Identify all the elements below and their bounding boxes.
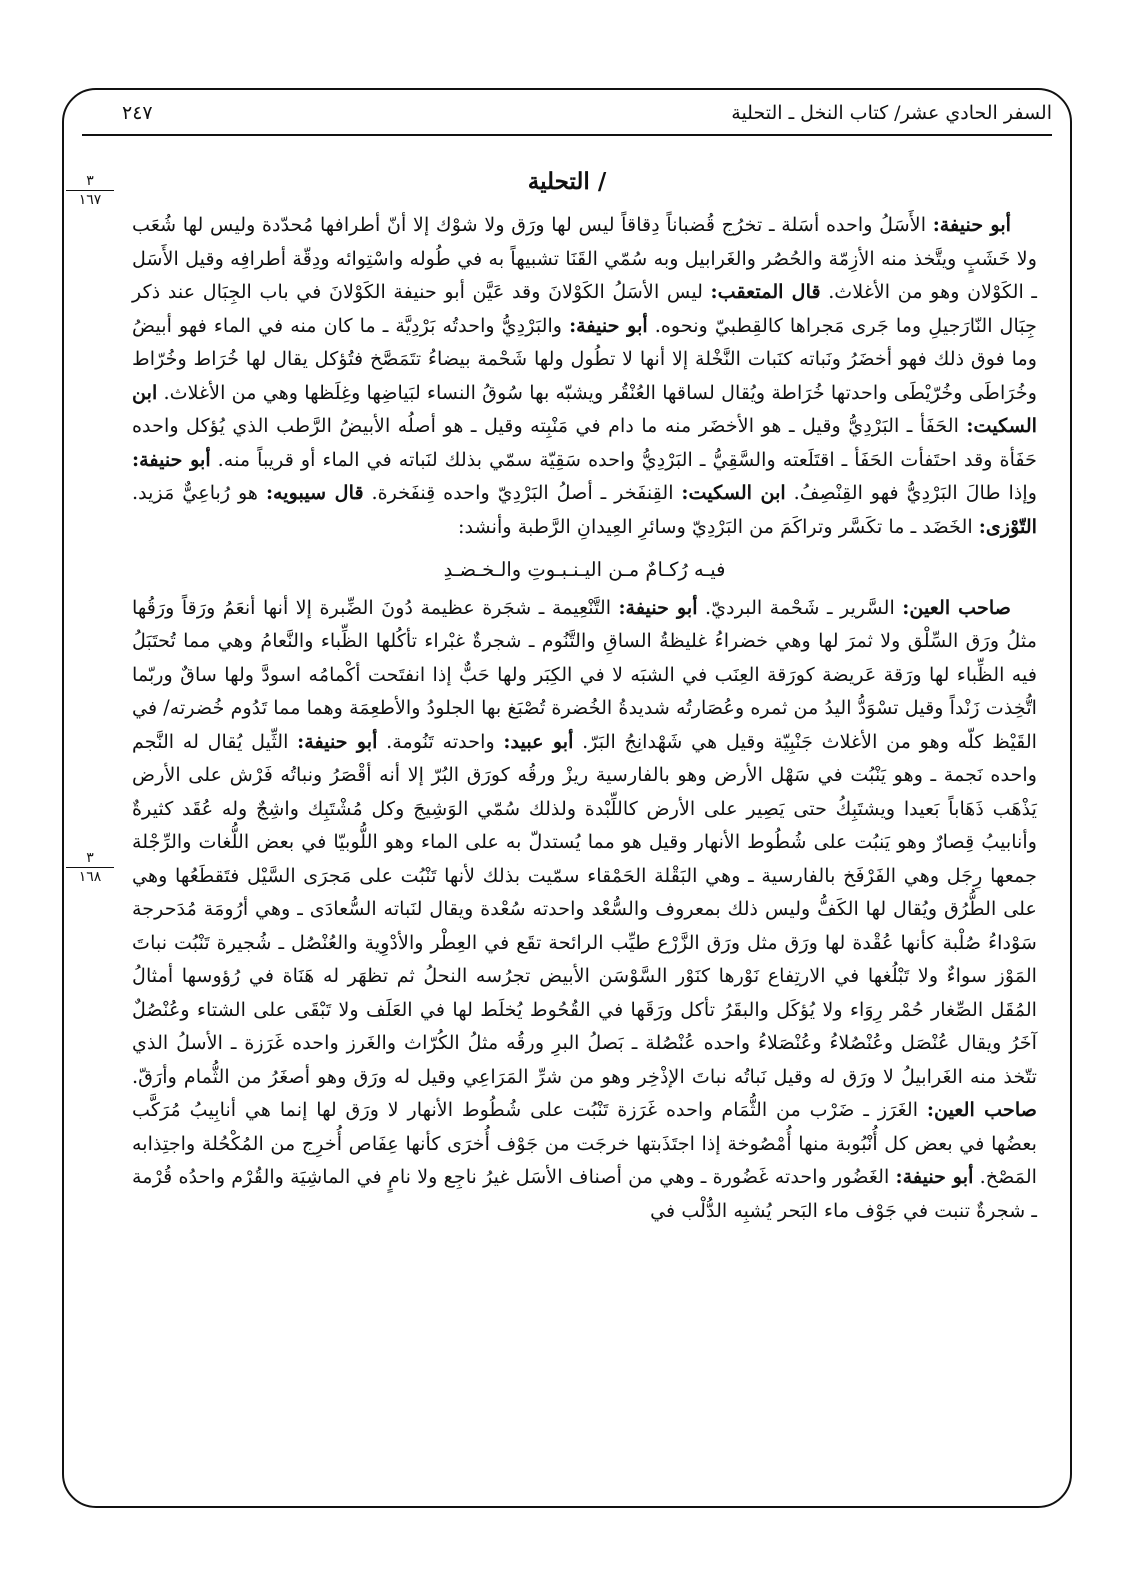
speaker-name: أبو حنيفة: <box>932 213 1012 236</box>
margin-ref-volume: ٣ <box>66 850 114 868</box>
header-title: السفر الحادي عشر/ كتاب النخل ـ التحلية <box>731 102 1052 124</box>
paragraph-text: الثِّيل يُقال له النَّجم واحده نَجمة ـ وهو يَنْبُت في سَهْل الأرض وهو بالفارسية ريزْ ورقُه كورَق البُرّ إلا أنه أقْصَرُ ونباتُه فَرْش على الأرض يَذْهَب ذَهَاباً بَعيدا ويشتَبِكُ حتى يَصِير على الأرض كاللِّبْدة ولذلك سُمّي الوَشِيجَ وكل مُشْتَبِك واشِجٌ وله عُقَد كثيرةٌ وأنابيبُ قِصارٌ وهو يَنبُت على شُطُوط الأنهار وقيل هو مما يُستدلّ به على الماء وهو اللُّوبيّا في بعض اللُّغات والرِّجْلة جمعها رِجَل وهي الفَرْفَخ بالفارسية ـ وهي البَقْلة الحَمْقاء سمّيت بذلك لأنها تَنْبُت على مَجرَى السَّيْل فتَقطَعُها وهي على الطُّرُق ويُقال لها الكَفُّ وليس ذلك بمعروف والسُّعْد واحدته سُعْدة ويقال لنَباته السُّعادَى ـ وهي أرُومَة مُدَحرجة سَوْداءُ صُلْبة كأنها عُقْدة لها ورَق مثل ورَق الزَّرْع طيِّب الرائحة تقَع في العِطْر والأدْوِية والعُنْصُل ـ شُجيرة تَنْبُت نباتَ المَوْز سواءٌ ولا تَبْلُغها في الارتِفاع نَوْرها كنَوْر السَّوْسَن الأبيض تجرُسه النحلُ ثم تظهَر له هَنَاة في رُؤوسها أمثالُ المُقَل الصِّغار حُمْر رِوَاء ولا يُؤكَل والبقَرُ تأكل ورَقَها في القُحُوط يُخلَط لها في العَلَف ولا تَبْقَى على الشتاء وعُنْصُلٌ آخَرُ ويقال عُنْصَل وعُنْصُلاءُ وعُنْصَلاءُ واحده عُنْصُلة ـ بَصلُ البرِ ورقُه مثلُ الكُرّاث والغَرز واحده غَرَزة ـ الأسلُ الذي تتّخذ منه الغَرابيلُ لا ورَق له وقيل نَباتُه نباتَ الإذْخِر وهو من شرِّ المَرَاعِي وقيل له ورَق وهو أصغَرُ من الثُّمام وأرَقّ. <box>132 729 1037 1088</box>
page-number: ٢٤٧ <box>122 102 153 124</box>
paragraph-text: والبَرْدِيُّ واحدتُه بَرْدِيَّة ـ ما كان منه في الماء فهو أبيضُ وما فوق ذلك فهو أخضَرُ ونَباته كنَبات النَّخْلة إلا أنها لا تطُول ولها شَحْمة بيضاءُ تتَمَصَّخ فتُؤكل يقال لها خُرَاط وخُرّاط وخُرَاطَى وخُرّيْطَى واحدتها خُرَاطة ويُقال لساقها العُنْقُر ويشبّه بها سُوقُ النساء لبَياضِها وغِلَظها وهي من الأغلاث. <box>132 313 1037 404</box>
margin-ref-page: ١٦٨ <box>78 869 102 885</box>
running-header <box>82 96 1052 136</box>
speaker-name: قال المتعقب: <box>710 280 821 303</box>
speaker-name: أبو حنيفة: <box>297 729 378 753</box>
paragraph-text: هو رُباعِيٌّ مَزيد. <box>132 481 266 504</box>
paragraph-text: التَّنْعِيمة ـ شجَرة عظيمة دُونَ الضِّبرة إلا أنها أنعَمُ ورَقاً ورَقُها مثلُ ورَق السِّلْق ولا ثمرَ لها وهي خضراءُ غليظةُ الساقِ والتَّنُوم ـ شجرةٌ غبْراء تأكُلها الظِّباء والنَّعامُ وهي مما تُحتَبَلُ فيه الظِّباء لها ورَقة عَريضة كورَقة العِنَب في الشبَه لا في الكِبَر ولها حَبٌّ إذا انفتَحت أكْمامُه اسودَّ ولها ساقٌ وربّما اتُّخِذت زَنْداً وقيل تسْوَدُّ اليدُ من ثمره وعُصَارتُه شديدةُ الخُضرة تُصْبَغ بها الجلودُ والأطعِمَة وهما مما تَدُوم خُضرته/ في القَيْظ كلّه وهو من الأغلاث جَنْبِيّة وقيل هي شَهْدانِجُ البَرّ. <box>132 595 1038 753</box>
paragraph-text: القِنفَخر ـ أصلُ البَرْدِيّ واحده قِنفَخرة. <box>363 481 682 504</box>
speaker-name: التّوْزى: <box>978 514 1037 538</box>
paragraph-text: الغَضُور واحدته غَضُورة ـ وهي من أصناف الأسَل غيرُ ناجِع ولا نامٍ في الماشِيَة والقُرْم واحدُه قُرْمة ـ شجرةٌ تنبت في جَوْف ماء البَحر يُشبِه الدُّلْب في <box>132 1165 1037 1222</box>
margin-reference-2 <box>66 850 114 885</box>
body-text <box>132 208 1037 1227</box>
speaker-name: ابن السكيت: <box>132 380 1037 437</box>
speaker-name: أبو حنيفة: <box>569 313 648 337</box>
paragraph-text: وإذا طالَ البَرْدِيُّ فهو القِنْصِفُ. <box>785 481 1037 504</box>
poetry-verse: فيـه رُكـامٌ مـن اليـنـبـوتِ والـخـضـدِ <box>443 558 726 581</box>
paragraph <box>132 208 1037 543</box>
speaker-name: أبو حنيفة: <box>895 1165 974 1188</box>
paragraph-text: ليس الأسَلُ الكَوْلانَ وقد عَيَّن أبو حنيفة الكَوْلانَ في باب الجِبَال عند ذكر جِبَال النّارَجيلِ وما جَرى مَجراها كالقِطبيّ ونحوه. <box>132 280 1037 337</box>
speaker-name: صاحب العين: <box>902 595 1012 619</box>
paragraph-text: السَّرير ـ شَحْمة البرديّ. <box>697 595 903 619</box>
speaker-name: ابن السكيت: <box>681 481 786 504</box>
speaker-name: أبو عبيد: <box>503 729 574 753</box>
paragraph <box>132 591 1037 1228</box>
speaker-name: صاحب العين: <box>926 1098 1038 1121</box>
paragraph-text: واحدته تَنُومة. <box>377 729 504 753</box>
paragraph-text: الغَرَز ـ ضَرْب من الثُّمَام واحده غَرَزة تَنْبُت على شُطُوط الأنهار لا ورَق لها إنما هي أنابِيبُ مُرَكَّب بعضُها في بعض كل أُنْبُوبة منها أُمْصُوخة إذا اجتَذَبتها خرجَت من جَوْف أُخرَى كأنها عِفَاص أُخرِج من المُكْحُلة واجتِذابه المَصْخ. <box>132 1098 1037 1188</box>
paragraph-text: الخَضَد ـ ما تكَسَّر وتراكَمَ من البَرْدِيّ وسائرِ العِيدانِ الرَّطبة وأنشد: <box>458 514 979 538</box>
paragraph-text: الحَفَأ ـ البَرْدِيُّ وقيل ـ هو الأخضَر منه ما دام في مَنْبِته وقيل ـ هو أصلُه الأبيضُ الرَّطب الذي يُؤكل واحده حَفَأة وقد احتَفأت الحَفَأ ـ اقتَلَعته والسَّقِيُّ ـ البَرْدِيُّ واحده سَقِيّة سمّي بذلك لنَباته في الماء أو قريباً منه. <box>132 414 1037 471</box>
section-title: / التحلية <box>527 168 607 195</box>
speaker-name: أبو حنيفة: <box>618 595 698 619</box>
margin-ref-volume: ٣ <box>66 173 114 191</box>
speaker-name: قال سيبويه: <box>265 481 364 504</box>
paragraph-text: الأَسَلُ واحده أسَلة ـ تخرُج قُضباناً دِقاقاً ليس لها ورَق ولا شوْك إلا أنّ أطرافها مُحدّدة وليس لها شُعَب ولا خَشَبٍ ويتَّخذ منه الأزِمّة والحُصُر والغَرابيل وبه سُمّي القَنَا تشبيهاً به في طُوله واسْتِوائه ودِقّة أطرافِه وقيل الأَسَل ـ الكَوْلان وهو من الأغلاث. <box>132 213 1037 303</box>
speaker-name: أبو حنيفة: <box>132 447 211 471</box>
margin-ref-page: ١٦٧ <box>78 192 102 208</box>
